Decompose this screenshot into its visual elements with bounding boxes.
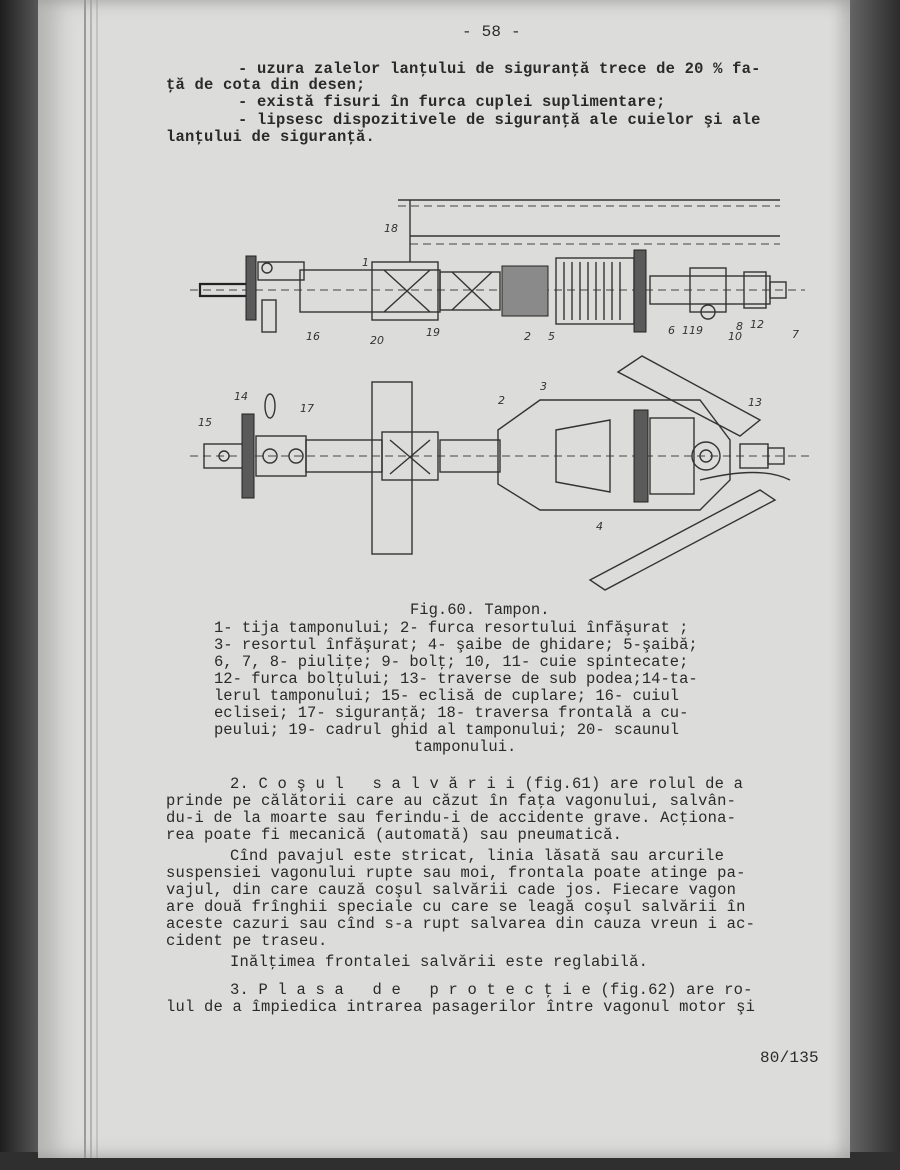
svg-text:13: 13	[748, 396, 762, 409]
pin	[262, 300, 276, 332]
rod-body	[300, 270, 440, 312]
svg-text:17: 17	[300, 402, 314, 415]
body-line: prinde pe călătorii care au căzut în faţa vagonului, salvân-	[166, 792, 737, 810]
caption-line: tamponului.	[414, 738, 517, 756]
washer-plate	[634, 410, 648, 502]
curve-line	[700, 473, 790, 481]
svg-text:6: 6	[668, 324, 675, 337]
caption-line: 3- resortul înfăşurat; 4- şaibe de ghidare; 5-şaibă;	[214, 636, 698, 654]
caption-line: 1- tija tamponului; 2- furca resortului înfăşurat ;	[214, 619, 689, 637]
svg-text:11: 11	[682, 324, 696, 337]
body-line: cident pe traseu.	[166, 932, 328, 950]
intro-line: - uzura zalelor lanţului de siguranţă trece de 20 % fa-	[238, 60, 761, 78]
caption-line: peului; 19- cadrul ghid al tamponului; 20- scaunul	[214, 721, 680, 739]
intro-line: - lipsesc dispozitivele de siguranţă ale cuielor şi ale	[238, 111, 761, 129]
spring-housing	[498, 400, 730, 510]
svg-text:2: 2	[498, 394, 505, 407]
body-line: lul de a împiedica intrarea pasagerilor între vagonul motor şi	[166, 998, 756, 1016]
page-number: - 58 -	[462, 23, 521, 41]
svg-text:19: 19	[426, 326, 440, 339]
safety-clip	[265, 394, 275, 418]
body-line: rea poate fi mecanică (automată) sau pneumatică.	[166, 826, 623, 844]
body-line: suspensiei vagonului rupte sau moi, frontala poate atinge pa-	[166, 864, 746, 882]
caption-line: 12- furca bolţului; 13- traverse de sub podea;14-ta-	[214, 670, 698, 688]
rod-body	[306, 440, 382, 472]
svg-text:20: 20	[370, 334, 384, 347]
body-line: vajul, din care cauză coşul salvării cade jos. Fiecare vagon	[166, 881, 737, 899]
body-line: 2. C o ş u l s a l v ă r i i (fig.61) are rolul de a	[230, 775, 744, 793]
body-line: aceste cazuri sau cînd s-a rupt salvarea din cauza vreun i ac-	[166, 915, 756, 933]
svg-text:2: 2	[524, 330, 531, 343]
intro-line: ţă de cota din desen;	[166, 76, 366, 94]
svg-text:4: 4	[596, 520, 603, 533]
svg-text:12: 12	[750, 318, 764, 331]
page-counter: 80/135	[760, 1049, 819, 1067]
svg-text:7: 7	[792, 328, 799, 341]
svg-text:3: 3	[540, 380, 547, 393]
rod-segment	[440, 272, 500, 310]
coupling-head	[258, 262, 304, 280]
spring-coils	[564, 262, 620, 320]
svg-text:14: 14	[234, 390, 248, 403]
svg-text:8: 8	[736, 320, 743, 333]
body-line: du-i de la moarte sau ferindu-i de accidente grave. Acţiona-	[166, 809, 737, 827]
body-line: Inălţimea frontalei salvării este reglabilă.	[230, 953, 649, 971]
intro-line: lanţului de siguranţă.	[166, 128, 376, 146]
figure-caption-title: Fig.60. Tampon.	[410, 601, 550, 619]
caption-line: 6, 7, 8- piuliţe; 9- bolţ; 10, 11- cuie spintecate;	[214, 653, 689, 671]
intro-line: - există fisuri în furca cuplei suplimentare;	[238, 93, 666, 111]
svg-text:15: 15	[198, 416, 212, 429]
svg-text:5: 5	[548, 330, 555, 343]
guide-frame	[372, 262, 438, 320]
caption-line: lerul tamponului; 15- eclisă de cuplare; 16- cuiul	[214, 687, 680, 705]
body-line: Cînd pavajul este stricat, linia lăsată sau arcurile	[230, 847, 725, 865]
svg-text:9: 9	[696, 324, 703, 337]
buffer-plate	[246, 256, 256, 320]
body-line: 3. P l a s a d e p r o t e c ţ i e (fig.62) are ro-	[230, 981, 753, 999]
body-line: are două frînghii speciale cu care se leagă coşul salvării în	[166, 898, 746, 916]
svg-text:10: 10	[728, 330, 742, 343]
caption-line: eclisei; 17- siguranţă; 18- traversa frontală a cu-	[214, 704, 689, 722]
svg-text:18: 18	[384, 222, 398, 235]
spring-fork	[502, 266, 548, 316]
bolt-circle	[262, 263, 272, 273]
buffer-plate	[242, 414, 254, 498]
svg-text:1: 1	[362, 256, 369, 269]
svg-text:16: 16	[306, 330, 320, 343]
washer-plate	[634, 250, 646, 332]
spring-housing	[556, 258, 634, 324]
vertical-frame	[372, 382, 412, 554]
underfloor-traverse	[590, 490, 775, 590]
